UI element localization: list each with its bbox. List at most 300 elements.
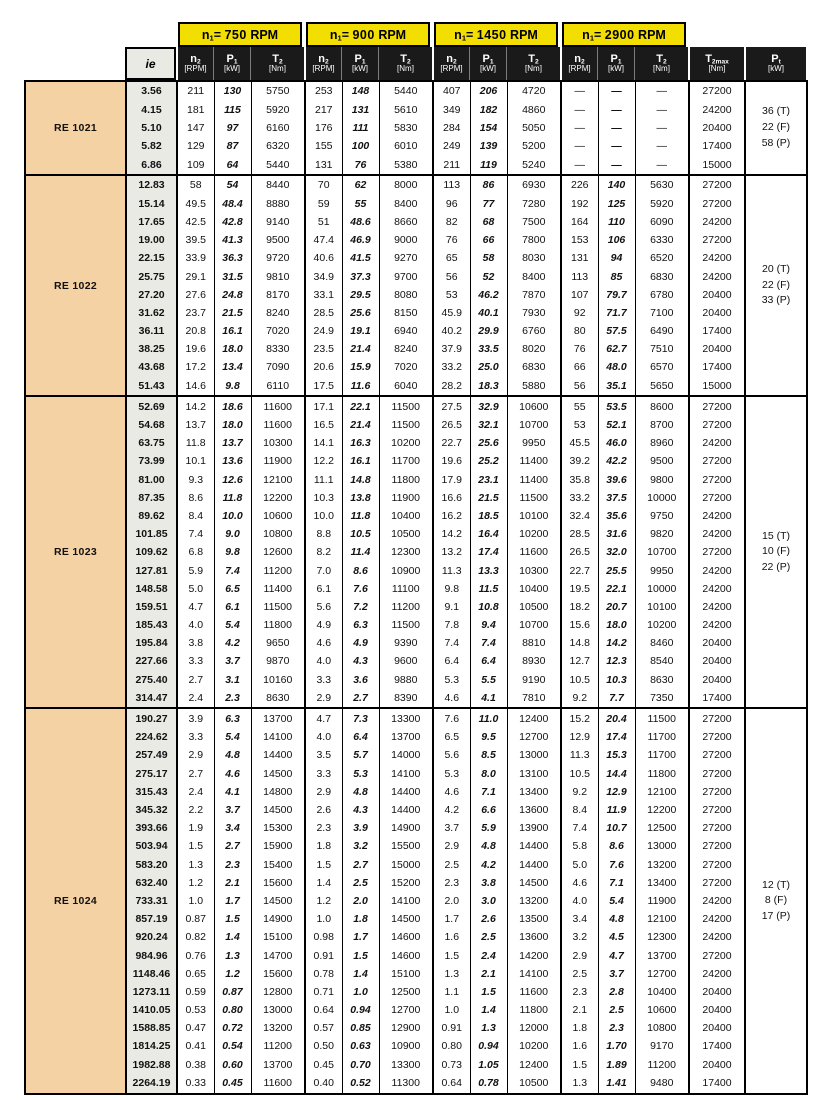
table-row: [25, 416, 807, 434]
cell-t2: 6520: [635, 249, 689, 267]
cell-t2: 13000: [635, 837, 689, 855]
cell-t2: 11100: [379, 580, 433, 598]
col-header-p1-2900rpm: [597, 47, 634, 80]
thermal-note: 22 (F): [761, 278, 790, 291]
col-header-p1-1450rpm: [469, 47, 506, 80]
cell-t2: 10400: [507, 580, 561, 598]
cell-t2: 15400: [251, 855, 305, 873]
cell-t2: 5650: [635, 377, 689, 397]
cell-t2: 14600: [379, 946, 433, 964]
cell-n2: 40.2: [433, 322, 470, 340]
cell-n2: 7.4: [433, 634, 470, 652]
thermal-note: 15 (T): [761, 529, 790, 542]
cell-p1: 41.5: [342, 249, 379, 267]
cell-t2: 5920: [635, 195, 689, 213]
cell-t2: 10000: [635, 580, 689, 598]
cell-n2: 56: [561, 377, 598, 397]
cell-n2: 107: [561, 286, 598, 304]
cell-n2: 0.45: [305, 1056, 342, 1074]
cell-t2: 8930: [507, 652, 561, 670]
cell-t2max: 27200: [689, 946, 745, 964]
cell-t2: 11800: [635, 765, 689, 783]
cell-t2: 10600: [251, 507, 305, 525]
cell-p1: 11.8: [214, 489, 251, 507]
cell-n2: 28.2: [433, 377, 470, 397]
cell-p1: 9.8: [214, 543, 251, 561]
cell-p1: 25.6: [342, 304, 379, 322]
cell-t2: 14400: [251, 746, 305, 764]
cell-p1: 0.54: [214, 1037, 251, 1055]
cell-p1: 13.8: [342, 489, 379, 507]
cell-n2: 65: [433, 249, 470, 267]
cell-n2: 37.9: [433, 340, 470, 358]
cell-p1: 33.5: [470, 340, 507, 358]
cell-t2: 6090: [635, 213, 689, 231]
cell-p1: 0.70: [342, 1056, 379, 1074]
ie-cell: 81.00: [126, 471, 177, 489]
cell-p1: 66: [470, 231, 507, 249]
col-header-unit: [RPM]: [312, 64, 335, 74]
table-row: [25, 81, 807, 101]
cell-p1: 3.1: [214, 671, 251, 689]
cell-n2: 8.4: [561, 801, 598, 819]
cell-t2: 13100: [507, 765, 561, 783]
cell-p1: 9.8: [214, 377, 251, 397]
cell-t2: 14400: [507, 855, 561, 873]
speed-header-1450rpm: [434, 22, 558, 47]
cell-n2: 0.59: [177, 983, 214, 1001]
cell-n2: 11.8: [177, 434, 214, 452]
cell-n2: 96: [433, 195, 470, 213]
cell-t2: 9950: [507, 434, 561, 452]
cell-p1: 16.4: [470, 525, 507, 543]
cell-n2: 0.71: [305, 983, 342, 1001]
cell-t2: 7800: [507, 231, 561, 249]
cell-t2: 5750: [251, 81, 305, 101]
cell-t2: 8630: [251, 689, 305, 709]
cell-t2: 13200: [507, 892, 561, 910]
cell-p1: 6.4: [342, 728, 379, 746]
cell-n2: 3.3: [305, 765, 342, 783]
cell-t2: 9480: [635, 1074, 689, 1094]
model-label: RE 1022: [25, 175, 126, 396]
cell-t2: 7020: [251, 322, 305, 340]
cell-n2: 12.2: [305, 452, 342, 470]
ie-cell: 159.51: [126, 598, 177, 616]
thermal-note: 20 (T): [761, 262, 790, 275]
cell-p1: 0.94: [470, 1037, 507, 1055]
cell-n2: 226: [561, 175, 598, 195]
cell-t2: 12200: [635, 801, 689, 819]
cell-t2: 12300: [379, 543, 433, 561]
ratings-catalog-page: [24, 22, 806, 1095]
cell-t2max: 27200: [689, 81, 745, 101]
cell-p1: 3.8: [470, 874, 507, 892]
cell-p1: 39.6: [598, 471, 635, 489]
col-header-symbol: $n_2$: [190, 53, 201, 66]
cell-t2: 14100: [379, 765, 433, 783]
cell-p1: 64: [214, 155, 251, 175]
ie-cell: 109.62: [126, 543, 177, 561]
cell-n2: 2.3: [433, 874, 470, 892]
thermal-note: 22 (P): [761, 561, 791, 574]
cell-n2: 2.9: [433, 837, 470, 855]
cell-t2: 10400: [379, 507, 433, 525]
cell-p1: 53.5: [598, 396, 635, 416]
cell-p1: 0.45: [214, 1074, 251, 1094]
cell-t2max: 27200: [689, 783, 745, 801]
cell-t2: 13200: [635, 855, 689, 873]
col-header-symbol: $n_2$: [318, 53, 329, 66]
cell-t2: 15000: [379, 855, 433, 873]
cell-n2: 1.5: [433, 946, 470, 964]
cell-t2: 5630: [635, 175, 689, 195]
cell-n2: 1.9: [177, 819, 214, 837]
cell-t2max: 20400: [689, 1056, 745, 1074]
ie-cell: 5.82: [126, 137, 177, 155]
cell-t2max: 24200: [689, 525, 745, 543]
cell-n2: 4.7: [177, 598, 214, 616]
cell-t2: 14700: [251, 946, 305, 964]
speed-header-label: $n_1= 2900$ RPM: [582, 27, 666, 43]
cell-t2: 9700: [379, 267, 433, 285]
cell-p1: 25.6: [470, 434, 507, 452]
table-row: [25, 340, 807, 358]
ie-cell: 1148.46: [126, 965, 177, 983]
cell-n2: 2.6: [305, 801, 342, 819]
ie-cell: 6.86: [126, 155, 177, 175]
cell-n2: 6.1: [305, 580, 342, 598]
cell-p1: 1.70: [598, 1037, 635, 1055]
cell-n2: 7.4: [177, 525, 214, 543]
cell-n2: 164: [561, 213, 598, 231]
cell-p1: 9.5: [470, 728, 507, 746]
cell-n2: 3.9: [177, 708, 214, 728]
col-header-unit: [RPM]: [440, 64, 463, 74]
speed-header-row: [24, 22, 806, 47]
thermal-note: 33 (P): [761, 294, 791, 307]
cell-n2: 14.1: [305, 434, 342, 452]
cell-p1: 13.3: [470, 561, 507, 579]
cell-t2: 4720: [507, 81, 561, 101]
cell-p1: 115: [214, 101, 251, 119]
table-row: [25, 155, 807, 175]
cell-p1: 4.3: [342, 652, 379, 670]
table-row: [25, 286, 807, 304]
cell-n2: 70: [305, 175, 342, 195]
cell-n2: 4.6: [561, 874, 598, 892]
cell-n2: 56: [433, 267, 470, 285]
cell-n2: 28.5: [561, 525, 598, 543]
cell-t2: 8390: [379, 689, 433, 709]
cell-t2: 7510: [635, 340, 689, 358]
speed-header-spacer: [24, 22, 176, 47]
col-header-t2-2900rpm: [634, 47, 688, 80]
cell-t2max: 24200: [689, 892, 745, 910]
cell-n2: 4.6: [433, 783, 470, 801]
cell-n2: 5.0: [561, 855, 598, 873]
cell-p1: 62: [342, 175, 379, 195]
cell-p1: 68: [470, 213, 507, 231]
cell-p1: 3.4: [214, 819, 251, 837]
cell-t2max: 27200: [689, 819, 745, 837]
cell-p1: 17.4: [598, 728, 635, 746]
ie-cell: 19.00: [126, 231, 177, 249]
cell-p1: 12.9: [598, 783, 635, 801]
cell-p1: 6.5: [214, 580, 251, 598]
cell-p1: 13.4: [214, 358, 251, 376]
cell-n2: 17.5: [305, 377, 342, 397]
cell-t2: 9720: [251, 249, 305, 267]
cell-t2max: 24200: [689, 507, 745, 525]
cell-t2: 12400: [507, 708, 561, 728]
cell-n2: 51: [305, 213, 342, 231]
cell-t2max: 27200: [689, 765, 745, 783]
cell-t2: 14900: [379, 819, 433, 837]
cell-p1: 182: [470, 101, 507, 119]
cell-p1: 2.7: [342, 855, 379, 873]
ie-cell: 101.85: [126, 525, 177, 543]
cell-t2: 6040: [379, 377, 433, 397]
cell-p1: 0.85: [342, 1019, 379, 1037]
cell-t2: 7500: [507, 213, 561, 231]
cell-p1: 8.6: [598, 837, 635, 855]
cell-p1: 7.1: [470, 783, 507, 801]
cell-p1: 48.0: [598, 358, 635, 376]
cell-p1: 18.0: [214, 416, 251, 434]
cell-n2: 16.6: [433, 489, 470, 507]
cell-t2: 11200: [251, 561, 305, 579]
table-row: [25, 1037, 807, 1055]
cell-p1: 0.78: [470, 1074, 507, 1094]
cell-n2: 22.7: [433, 434, 470, 452]
cell-n2: 39.2: [561, 452, 598, 470]
cell-n2: 1.0: [433, 1001, 470, 1019]
cell-t2: 12700: [379, 1001, 433, 1019]
cell-n2: 2.3: [305, 819, 342, 837]
cell-n2: 3.8: [177, 634, 214, 652]
cell-n2: 19.6: [177, 340, 214, 358]
cell-t2: 10700: [507, 416, 561, 434]
cell-n2: 55: [561, 396, 598, 416]
cell-p1: 11.4: [342, 543, 379, 561]
ie-cell: 87.35: [126, 489, 177, 507]
cell-t2: 10600: [507, 396, 561, 416]
cell-t2: 7810: [507, 689, 561, 709]
cell-n2: 39.5: [177, 231, 214, 249]
cell-n2: 0.76: [177, 946, 214, 964]
ie-cell: 1273.11: [126, 983, 177, 1001]
cell-p1: 10.5: [342, 525, 379, 543]
cell-p1: 46.2: [470, 286, 507, 304]
cell-n2: 19.6: [433, 452, 470, 470]
cell-t2: 14500: [251, 765, 305, 783]
cell-n2: 129: [177, 137, 214, 155]
cell-t2max: 24200: [689, 616, 745, 634]
cell-p1: 14.4: [598, 765, 635, 783]
cell-p1: 2.4: [470, 946, 507, 964]
cell-p1: 7.2: [342, 598, 379, 616]
table-row: [25, 1056, 807, 1074]
ie-cell: 733.31: [126, 892, 177, 910]
cell-p1: 1.7: [214, 892, 251, 910]
table-row: [25, 1074, 807, 1094]
ie-cell: 393.66: [126, 819, 177, 837]
cell-n2: 11.1: [305, 471, 342, 489]
cell-t2: 9810: [251, 267, 305, 285]
cell-p1: 58: [470, 249, 507, 267]
table-row: [25, 928, 807, 946]
cell-t2max: 24200: [689, 434, 745, 452]
cell-t2: 12400: [507, 1056, 561, 1074]
cell-n2: 53: [433, 286, 470, 304]
cell-t2: —: [635, 81, 689, 101]
cell-p1: 4.5: [598, 928, 635, 946]
cell-n2: 0.91: [433, 1019, 470, 1037]
cell-t2: 15500: [379, 837, 433, 855]
cell-n2: 45.9: [433, 304, 470, 322]
cell-n2: 10.0: [305, 507, 342, 525]
cell-t2: 6940: [379, 322, 433, 340]
cell-t2max: 17400: [689, 137, 745, 155]
cell-n2: 1.2: [177, 874, 214, 892]
cell-p1: 21.4: [342, 416, 379, 434]
cell-t2: 11600: [251, 416, 305, 434]
cell-t2: 9880: [379, 671, 433, 689]
cell-t2: 11900: [635, 892, 689, 910]
cell-p1: 3.7: [214, 652, 251, 670]
cell-t2: 13700: [251, 708, 305, 728]
thermal-notes-cell: [745, 396, 807, 708]
cell-t2: 10800: [251, 525, 305, 543]
col-header-n2-2900rpm: [560, 47, 597, 80]
cell-p1: 6.3: [342, 616, 379, 634]
cell-p1: 48.6: [342, 213, 379, 231]
cell-p1: 11.0: [470, 708, 507, 728]
cell-n2: 22.7: [561, 561, 598, 579]
model-label: RE 1023: [25, 396, 126, 708]
cell-t2: 13700: [251, 1056, 305, 1074]
ie-cell: 31.62: [126, 304, 177, 322]
cell-p1: 1.3: [214, 946, 251, 964]
table-row: [25, 616, 807, 634]
cell-t2: 8400: [379, 195, 433, 213]
cell-p1: 29.5: [342, 286, 379, 304]
cell-t2: 11700: [635, 746, 689, 764]
col-header-unit: [kW]: [608, 64, 624, 74]
cell-p1: 3.7: [214, 801, 251, 819]
cell-p1: 12.3: [598, 652, 635, 670]
cell-t2: 7280: [507, 195, 561, 213]
cell-t2: 7930: [507, 304, 561, 322]
cell-n2: 13.2: [433, 543, 470, 561]
cell-n2: 16.2: [433, 507, 470, 525]
cell-n2: 10.5: [561, 765, 598, 783]
cell-t2: 8810: [507, 634, 561, 652]
table-row: [25, 452, 807, 470]
cell-n2: 10.1: [177, 452, 214, 470]
cell-n2: —: [561, 155, 598, 175]
col-header-p1-750rpm: [213, 47, 250, 80]
cell-t2: 11600: [507, 983, 561, 1001]
cell-p1: 85: [598, 267, 635, 285]
table-row: [25, 213, 807, 231]
cell-t2max: 27200: [689, 837, 745, 855]
cell-n2: 20.6: [305, 358, 342, 376]
cell-p1: 5.4: [598, 892, 635, 910]
cell-p1: 22.1: [598, 580, 635, 598]
cell-p1: 18.0: [214, 340, 251, 358]
cell-t2: 12700: [507, 728, 561, 746]
cell-p1: 131: [342, 101, 379, 119]
cell-n2: 42.5: [177, 213, 214, 231]
cell-p1: 16.3: [342, 434, 379, 452]
cell-t2: 6830: [635, 267, 689, 285]
cell-p1: 0.80: [214, 1001, 251, 1019]
cell-n2: 211: [433, 155, 470, 175]
model-column-header-spacer: [24, 47, 125, 80]
cell-n2: 109: [177, 155, 214, 175]
cell-p1: 14.8: [342, 471, 379, 489]
cell-p1: 20.4: [598, 708, 635, 728]
cell-p1: 4.8: [598, 910, 635, 928]
cell-p1: 10.7: [598, 819, 635, 837]
cell-t2: 10400: [635, 983, 689, 1001]
table-row: [25, 471, 807, 489]
cell-t2: 15200: [379, 874, 433, 892]
cell-p1: 4.6: [214, 765, 251, 783]
cell-p1: 40.1: [470, 304, 507, 322]
col-header-symbol: $P_1$: [482, 53, 494, 66]
cell-n2: 1.3: [561, 1074, 598, 1094]
thermal-note: 10 (F): [761, 545, 790, 558]
cell-p1: 7.1: [598, 874, 635, 892]
cell-t2: 12100: [635, 783, 689, 801]
cell-p1: 4.3: [342, 801, 379, 819]
table-row: [25, 101, 807, 119]
cell-p1: 21.5: [214, 304, 251, 322]
cell-t2max: 27200: [689, 175, 745, 195]
ie-cell: 51.43: [126, 377, 177, 397]
thermal-notes-cell: [745, 708, 807, 1094]
cell-t2max: 27200: [689, 195, 745, 213]
cell-p1: 32.9: [470, 396, 507, 416]
table-row: [25, 874, 807, 892]
thermal-note: 36 (T): [761, 105, 790, 118]
cell-t2: 8240: [251, 304, 305, 322]
cell-p1: 11.8: [342, 507, 379, 525]
cell-n2: 1.3: [177, 855, 214, 873]
thermal-notes-cell: [745, 81, 807, 175]
table-row: [25, 119, 807, 137]
table-row: [25, 765, 807, 783]
cell-t2: 9820: [635, 525, 689, 543]
cell-n2: 24.9: [305, 322, 342, 340]
cell-p1: 2.7: [342, 689, 379, 709]
cell-n2: 3.7: [433, 819, 470, 837]
cell-p1: 2.8: [598, 983, 635, 1001]
cell-t2: 7350: [635, 689, 689, 709]
cell-n2: 7.4: [561, 819, 598, 837]
t2max-symbol: $T_{2max}$: [705, 53, 729, 66]
cell-p1: 42.2: [598, 452, 635, 470]
cell-t2: 11900: [379, 489, 433, 507]
cell-t2: 11400: [507, 452, 561, 470]
cell-p1: 79.7: [598, 286, 635, 304]
cell-p1: 148: [342, 81, 379, 101]
cell-t2: 11500: [379, 416, 433, 434]
table-row: [25, 910, 807, 928]
